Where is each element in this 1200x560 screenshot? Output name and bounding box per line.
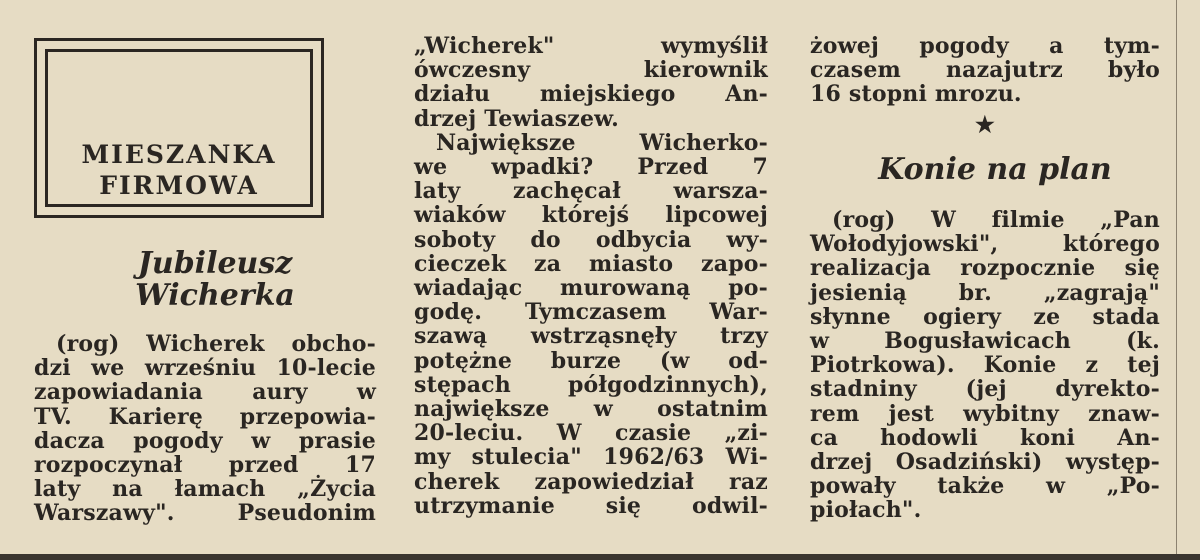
text-line: Wołodyjowski", którego xyxy=(810,231,1160,258)
text-line: realizacja rozpocznie się xyxy=(810,255,1160,282)
section-header-box xyxy=(34,38,324,218)
text-line: Największe Wicherko- xyxy=(436,129,768,156)
text-line: ówczesny kierownik xyxy=(414,57,768,84)
text-line: szawą wstrząsnęły trzy xyxy=(414,323,768,350)
text-line: drzej Osadziński) występ- xyxy=(810,449,1160,476)
text-line: godę. Tymczasem War- xyxy=(414,299,768,326)
article2-column xyxy=(810,208,1160,523)
text-line: jesienią br. „zagrają" xyxy=(810,279,1160,306)
text-line: wiaków którejś lipcowej xyxy=(414,202,768,229)
text-line: „Wicherek" wymyślił xyxy=(414,33,768,59)
text-line: dzi we wrześniu 10-lecie xyxy=(34,355,376,382)
text-line: rem jest wybitny znaw- xyxy=(810,400,1160,427)
text-line: laty zachęcał warsza- xyxy=(414,178,768,205)
text-line: największe w ostatnim xyxy=(414,396,768,423)
text-line: drzej Tewiaszew. xyxy=(414,105,619,132)
text-line: dacza pogody w prasie xyxy=(34,427,376,454)
article2-headline: Konie na plan xyxy=(878,152,1112,187)
text-line: rozpoczynał przed 17 xyxy=(34,452,376,479)
text-line: 16 stopni mrozu. xyxy=(810,81,1022,108)
article1-headline xyxy=(110,248,320,312)
text-line: (rog) Wicherek obcho- xyxy=(56,331,376,357)
article1-headline-line1: Jubileusz xyxy=(137,246,293,281)
text-line: utrzymanie się odwil- xyxy=(414,492,768,519)
text-line: 20-leciu. W czasie „zi- xyxy=(414,420,768,447)
text-line: cherek zapowiedział raz xyxy=(414,468,768,495)
text-line: laty na łamach „Życia xyxy=(34,476,376,503)
article1-headline-line2: Wicherka xyxy=(135,278,295,313)
section-title-line1: MIESZANKA xyxy=(81,140,277,169)
text-line: powały także w „Po- xyxy=(810,473,1160,500)
text-line: Warszawy". Pseudonim xyxy=(34,500,376,527)
text-line: czasem nazajutrz było xyxy=(810,57,1160,84)
article1-column2 xyxy=(414,34,768,518)
section-title-line2: FIRMOWA xyxy=(99,171,259,200)
text-line: żowej pogody a tym- xyxy=(810,33,1160,59)
column-rule xyxy=(1176,0,1177,560)
star-separator-icon: ★ xyxy=(975,112,995,138)
text-line: TV. Karierę przepowia- xyxy=(34,403,376,430)
text-line: cieczek za miasto zapo- xyxy=(414,250,768,277)
text-line: ca hodowli koni An- xyxy=(810,424,1160,451)
text-line: piołach". xyxy=(810,497,922,524)
text-line: wiadając murowaną po- xyxy=(414,275,768,302)
text-line: my stulecia" 1962/63 Wi- xyxy=(414,444,768,471)
text-line: stadniny (jej dyrekto- xyxy=(810,376,1160,403)
text-line: stępach półgodzinnych), xyxy=(414,371,768,398)
text-line: potężne burze (w od- xyxy=(414,347,768,374)
text-line: zapowiadania aury w xyxy=(34,379,376,406)
article1-column3 xyxy=(810,34,1160,107)
text-line: soboty do odbycia wy- xyxy=(414,226,768,253)
text-line: działu miejskiego An- xyxy=(414,81,768,108)
text-line: we wpadki? Przed 7 xyxy=(414,154,768,181)
text-line: słynne ogiery ze stada xyxy=(810,303,1160,330)
text-line: (rog) W filmie „Pan xyxy=(832,207,1160,233)
text-line: Piotrkowa). Konie z tej xyxy=(810,352,1160,379)
text-line: w Bogusławicach (k. xyxy=(810,328,1160,355)
bottom-rule xyxy=(0,554,1200,560)
article1-column1 xyxy=(34,332,376,526)
